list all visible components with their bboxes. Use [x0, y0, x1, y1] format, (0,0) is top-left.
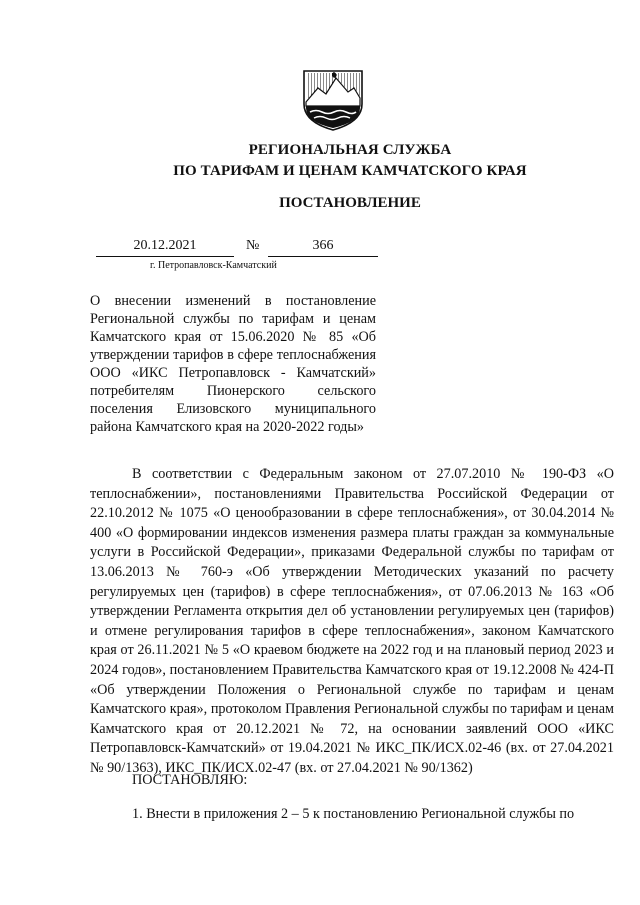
org-name-line2: ПО ТАРИФАМ И ЦЕНАМ КАМЧАТСКОГО КРАЯ: [173, 163, 527, 179]
org-name-line1: РЕГИОНАЛЬНАЯ СЛУЖБА: [248, 142, 452, 158]
preamble-paragraph: В соответствии с Федеральным законом от 27.07.2010 № 190-ФЗ «О теплоснабжении», постановлениями Правительства Российской Федерации от 22.10.2012 № 1075 «О ценообразовании в сфере теплоснабжения», от 30.04.2014 № 400 «О формировании индексов изменения размера платы граждан за коммунальные услуги в Российской Федерации», приказами Федеральной службы по тарифам от 13.06.2013 № 760-э «Об утверждении Методических указаний по расчету регулируемых цен (тарифов) в сфере теплоснабжения», от 07.06.2013 № 163 «Об утверждении Регламента открытия дел об установлении регулируемых цен (тарифов) и отмене регулирования тарифов в сфере теплоснабжения», законом Камчатского края от 26.11.2021 № 5 «О краевом бюджете на 2022 год и на плановый период 2023 и 2024 годов», постановлением Правительства Камчатского края от 19.12.2008 № 424-П «Об утверждении Положения о Региональной службе по тарифам и ценам Камчатского края», протоколом Правления Региональной службы по тарифам и ценам Камчатского края от 20.12.2021 № 72, на основании заявлений ООО «ИКС Петропавловск-Камчатский» от 19.04.2021 № ИКС_ПК/ИСХ.02-46 (вх. от 27.04.2021 № 90/1363), ИКС_ПК/ИСХ.02-47 (вх. от 27.04.2021 № 90/1362): [90, 466, 614, 776]
document-subject: О внесении изменений в постановление Региональной службы по тарифам и ценам Камчатского края от 15.06.2020 № 85 «Об утверждении тарифов в сфере теплоснабжения ООО «ИКС Петропавловск - Камчатский» потребителям Пионерского сельского поселения Елизовского муниципального района Камчатского края на 2020-2022 годы»: [90, 293, 376, 435]
resolve-heading: ПОСТАНОВЛЯЮ:: [132, 772, 248, 788]
document-number: 366: [268, 238, 378, 257]
coat-of-arms-icon: [296, 68, 370, 132]
document-type: ПОСТАНОВЛЕНИЕ: [279, 195, 421, 211]
document-city: г. Петропавловск-Камчатский: [150, 260, 277, 271]
number-sign: №: [246, 238, 260, 253]
document-date: 20.12.2021: [96, 238, 234, 257]
item-1-paragraph: 1. Внести в приложения 2 – 5 к постановлению Региональной службы по: [132, 806, 575, 822]
